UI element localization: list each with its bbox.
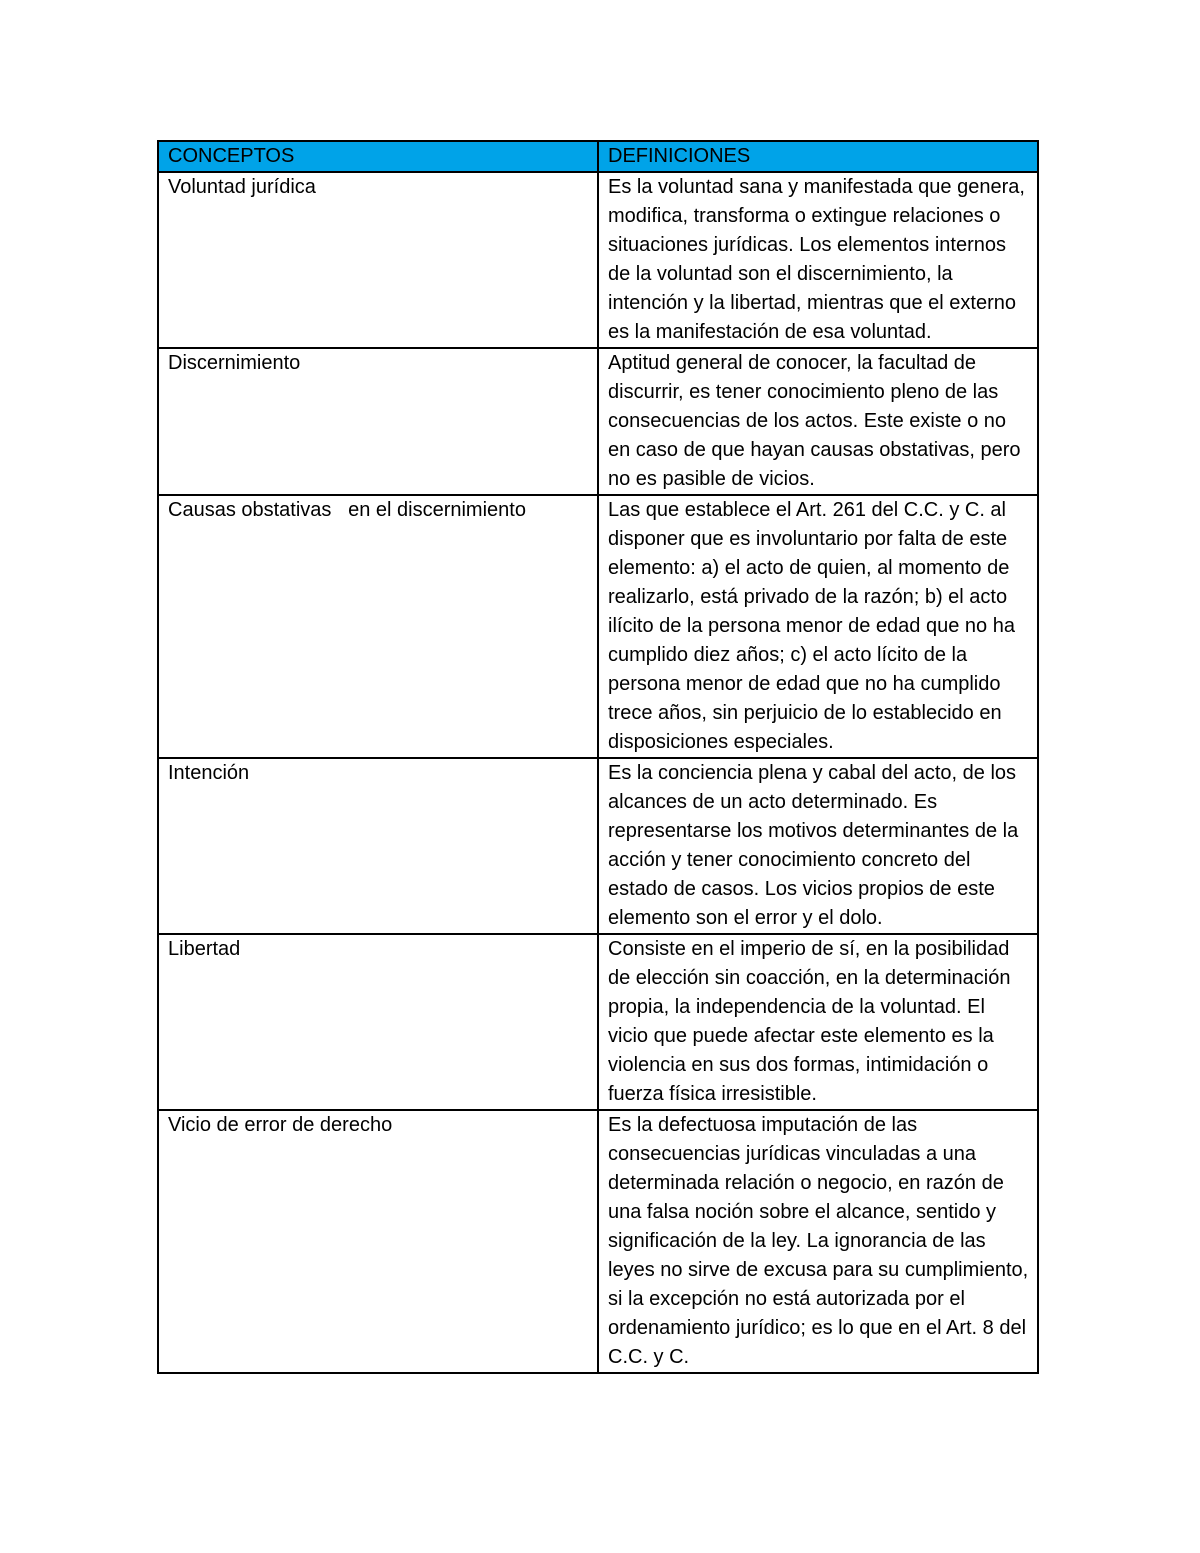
header-concepts: CONCEPTOS bbox=[158, 141, 598, 172]
table-row bbox=[158, 934, 1038, 1110]
concept-cell: Discernimiento bbox=[158, 348, 598, 495]
definition-cell: Las que establece el Art. 261 del C.C. y C. al disponer que es involuntario por falta de este elemento: a) el acto de quien, al momento de realizarlo, está privado de la razón; b) el acto ilícito de la persona menor de edad que no ha cumplido diez años; c) el acto lícito de la persona menor de edad que no ha cumplido trece años, sin perjuicio de lo establecido en disposiciones especiales. bbox=[598, 495, 1038, 758]
table-body bbox=[158, 172, 1038, 1373]
concept-cell: Voluntad jurídica bbox=[158, 172, 598, 348]
table-row bbox=[158, 495, 1038, 758]
concept-cell: Intención bbox=[158, 758, 598, 934]
definition-cell: Consiste en el imperio de sí, en la posibilidad de elección sin coacción, en la determinación propia, la independencia de la voluntad. El vicio que puede afectar este elemento es la violencia en sus dos formas, intimidación o fuerza física irresistible. bbox=[598, 934, 1038, 1110]
table-row bbox=[158, 348, 1038, 495]
table-header bbox=[158, 141, 1038, 172]
concepts-table bbox=[157, 140, 1039, 1374]
concept-cell: Libertad bbox=[158, 934, 598, 1110]
definition-cell: Es la defectuosa imputación de las consecuencias jurídicas vinculadas a una determinada relación o negocio, en razón de una falsa noción sobre el alcance, sentido y significación de la ley. La ignorancia de las leyes no sirve de excusa para su cumplimiento, si la excepción no está autorizada por el ordenamiento jurídico; es lo que en el Art. 8 del C.C. y C. bbox=[598, 1110, 1038, 1373]
definition-cell: Es la voluntad sana y manifestada que genera, modifica, transforma o extingue relaciones o situaciones jurídicas. Los elementos internos de la voluntad son el discernimiento, la intención y la libertad, mientras que el externo es la manifestación de esa voluntad. bbox=[598, 172, 1038, 348]
definition-cell: Es la conciencia plena y cabal del acto, de los alcances de un acto determinado. Es representarse los motivos determinantes de la acción y tener conocimiento concreto del estado de casos. Los vicios propios de este elemento son el error y el dolo. bbox=[598, 758, 1038, 934]
table-row bbox=[158, 758, 1038, 934]
table-row bbox=[158, 1110, 1038, 1373]
concept-cell: Vicio de error de derecho bbox=[158, 1110, 598, 1373]
concept-cell: Causas obstativas en el discernimiento bbox=[158, 495, 598, 758]
header-definitions: DEFINICIONES bbox=[598, 141, 1038, 172]
definition-cell: Aptitud general de conocer, la facultad de discurrir, es tener conocimiento pleno de las consecuencias de los actos. Este existe o no en caso de que hayan causas obstativas, pero no es pasible de vicios. bbox=[598, 348, 1038, 495]
header-row bbox=[158, 141, 1038, 172]
table-row bbox=[158, 172, 1038, 348]
